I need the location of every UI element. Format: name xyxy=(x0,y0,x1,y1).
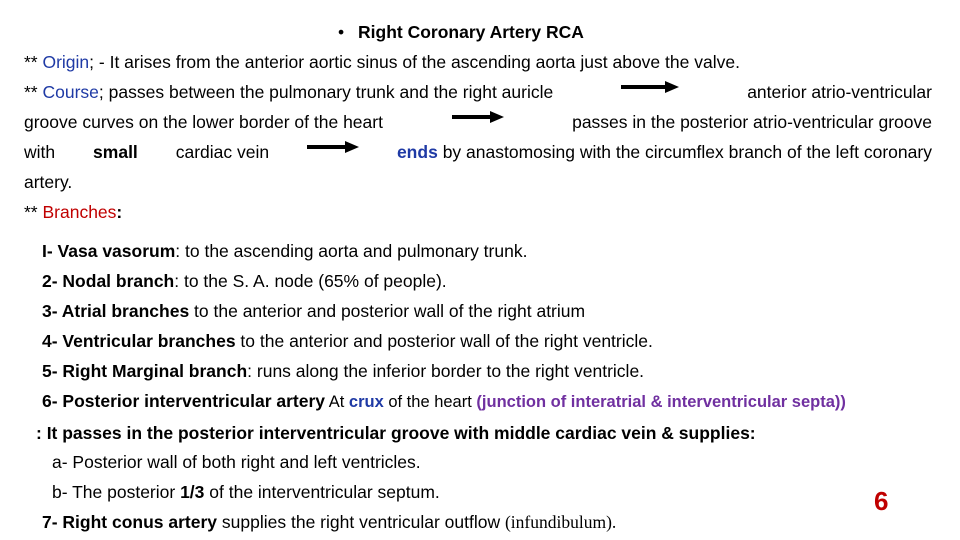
course-text-1b: anterior atrio-ventricular xyxy=(747,82,932,102)
branch-6-title: 6- Posterior interventricular artery xyxy=(42,391,326,411)
branches-prefix: ** xyxy=(24,202,43,222)
list-item xyxy=(42,390,846,413)
branch-6-line2: : It passes in the posterior interventricular groove with middle cardiac vein & supplies: xyxy=(36,423,756,443)
list-item xyxy=(36,422,756,444)
list-item xyxy=(42,300,585,322)
branch-1-text: : to the ascending aorta and pulmonary trunk. xyxy=(175,241,528,261)
branch-2-title: 2- Nodal branch xyxy=(42,271,175,291)
origin-sep: ; xyxy=(89,52,99,72)
branch-7-title: 7- Right conus artery xyxy=(42,512,218,532)
course-text-3c: by anastomosing with the circumflex branch of the left coronary xyxy=(442,142,932,162)
branch-3-title: 3- Atrial branches xyxy=(42,301,190,321)
branch-4-text: to the anterior and posterior wall of the right ventricle. xyxy=(235,331,653,351)
branch-5-title: 5- Right Marginal branch xyxy=(42,361,248,381)
course-text-3a: with xyxy=(24,142,56,162)
branch-1-title: I- Vasa vasorum xyxy=(42,241,176,261)
course-text-2a: groove curves on the lower border of the heart xyxy=(24,112,383,132)
list-item xyxy=(42,270,447,292)
bullet-icon: • xyxy=(338,22,345,42)
branch-6-sub-a: a- Posterior wall of both right and left ventricles. xyxy=(52,452,421,472)
right-arrow-icon xyxy=(307,141,359,163)
right-arrow-icon xyxy=(452,111,504,133)
course-line-1 xyxy=(24,81,932,103)
branch-5-text: : runs along the inferior border to the right ventricle. xyxy=(247,361,645,381)
branch-7-text: supplies the right ventricular outflow xyxy=(217,512,505,532)
origin-label: Origin xyxy=(42,52,90,72)
course-text-1a: passes between the pulmonary trunk and the right auricle xyxy=(108,82,554,102)
course-text-2b: passes in the posterior atrio-ventricular groove xyxy=(572,112,932,132)
course-line-3 xyxy=(24,141,932,163)
course-text-3b: cardiac vein xyxy=(175,142,270,162)
branch-3-text: to the anterior and posterior wall of the right atrium xyxy=(189,301,586,321)
branch-6-junction: (junction of interatrial & interventricular septa)) xyxy=(476,393,846,411)
list-item xyxy=(42,360,644,382)
list-item xyxy=(42,511,616,533)
branch-6-heart: of the heart xyxy=(383,393,477,411)
list-item xyxy=(42,330,653,352)
branch-6-sub-b-pre: b- The posterior xyxy=(52,482,181,502)
branches-label: Branches xyxy=(42,202,117,222)
course-small: small xyxy=(93,142,138,162)
title-text: Right Coronary Artery RCA xyxy=(358,22,584,42)
course-ends: ends xyxy=(396,142,438,162)
origin-prefix: ** xyxy=(24,52,43,72)
list-item xyxy=(52,481,440,503)
right-arrow-icon xyxy=(621,81,679,103)
branch-6-sub-b-frac: 1/3 xyxy=(180,482,205,502)
course-label: Course xyxy=(42,82,99,102)
branches-sep: : xyxy=(116,202,123,222)
branch-6-at: At xyxy=(325,393,349,411)
course-line-2 xyxy=(24,111,932,133)
origin-paragraph xyxy=(24,51,740,73)
course-line-4 xyxy=(24,171,72,193)
branch-2-text: : to the S. A. node (65% of people). xyxy=(174,271,447,291)
branches-heading xyxy=(24,201,122,223)
branch-6-sub-b-post: of the interventricular septum. xyxy=(204,482,440,502)
list-item xyxy=(52,451,421,473)
page-number: 6 xyxy=(874,486,889,516)
origin-text: - It arises from the anterior aortic sinus of the ascending aorta just above the valve. xyxy=(98,52,740,72)
branch-4-title: 4- Ventricular branches xyxy=(42,331,236,351)
list-item xyxy=(42,240,527,262)
course-sep: ; xyxy=(98,82,104,102)
branch-7-infundibulum: (infundibulum). xyxy=(504,512,617,532)
page-title xyxy=(338,21,584,43)
course-text-4: artery. xyxy=(24,172,73,192)
branch-6-crux: crux xyxy=(348,393,384,411)
course-prefix: ** xyxy=(24,82,43,102)
